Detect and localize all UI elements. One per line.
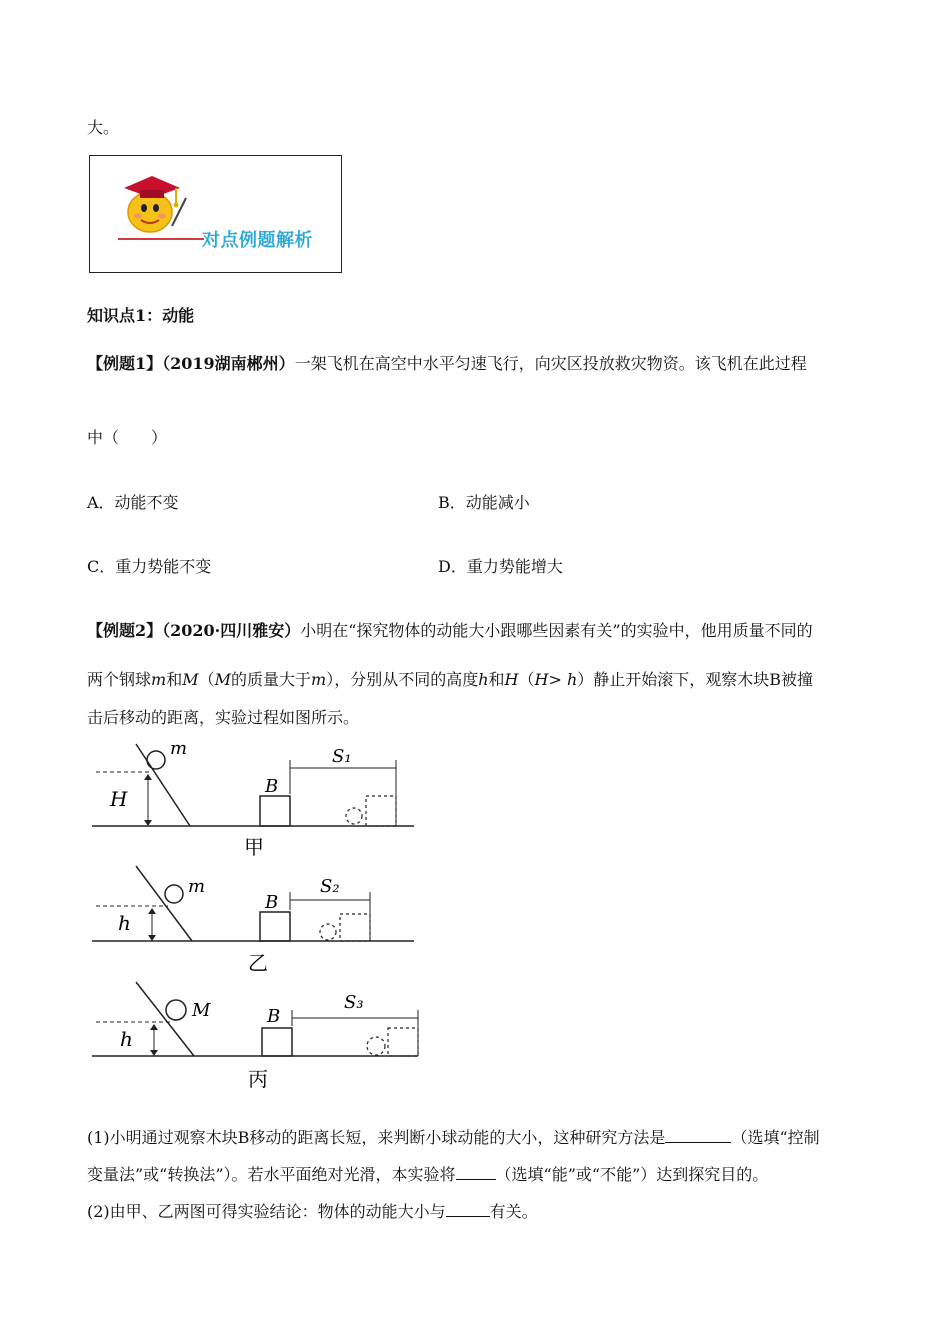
- stem-part: 和: [488, 670, 505, 689]
- panel-label-yi: 乙: [248, 951, 268, 975]
- example1-tag: 【例题1】: [87, 354, 163, 373]
- example1-option-b: B．动能减小: [438, 493, 530, 512]
- experiment-figure: [92, 734, 422, 1094]
- example2-tag: 【例题2】: [87, 621, 163, 640]
- var-m: m: [311, 670, 327, 689]
- question2-text-a: (2)由甲、乙两图可得实验结论：物体的动能大小与: [87, 1202, 446, 1221]
- stem-part: 两个钢球: [87, 670, 152, 689]
- example2-stem-line1: [87, 621, 813, 641]
- stem-part: （: [198, 670, 215, 689]
- stem-part: ），分别从不同的高度: [326, 670, 479, 689]
- question2-line: [87, 1202, 538, 1222]
- distance-label-bing: S₃: [344, 992, 364, 1013]
- stem-part: （: [518, 670, 535, 689]
- question2-text-b: 有关。: [489, 1202, 538, 1221]
- var-H: H: [504, 670, 519, 689]
- block-label-yi: B: [265, 892, 279, 913]
- stem-part: 和: [166, 670, 183, 689]
- question1-text-c: 变量法”或“转换法”）。若水平面绝对光滑，本实验将: [87, 1165, 456, 1184]
- answer-blank-2[interactable]: [456, 1165, 496, 1180]
- knowledge-point-heading: 知识点1：动能: [87, 306, 195, 325]
- var-compare: H> h: [534, 670, 578, 689]
- height-label-bing: h: [120, 1027, 133, 1051]
- ball-label-jia: m: [170, 738, 188, 759]
- ball-label-bing: M: [192, 1000, 211, 1021]
- var-M: M: [182, 670, 199, 689]
- height-label-jia: H: [110, 787, 128, 811]
- question1-line1: [87, 1128, 820, 1148]
- question1-text-d: （选填“能”或“不能”）达到探究目的。: [495, 1165, 769, 1184]
- panel-label-jia: 甲: [244, 835, 264, 859]
- var-M: M: [214, 670, 231, 689]
- example1-option-c: C．重力势能不变: [87, 557, 212, 576]
- example1-stem: [87, 354, 807, 374]
- panel-bing: [92, 982, 418, 1091]
- answer-blank-3[interactable]: [446, 1202, 490, 1217]
- banner-underline: [118, 238, 204, 240]
- top-fragment: 大。: [87, 118, 120, 137]
- example2-source: （2020·四川雅安）: [162, 621, 301, 640]
- stem-part: ）静止开始滚下，观察木块B被撞: [577, 670, 814, 689]
- var-m: m: [151, 670, 167, 689]
- question1-text-a: (1)小明通过观察木块B移动的距离长短，来判断小球动能的大小，这种研究方法是: [87, 1128, 666, 1147]
- section-banner: [89, 155, 342, 273]
- var-h: h: [478, 670, 489, 689]
- panel-jia: [92, 738, 414, 859]
- example1-option-d: D．重力势能增大: [438, 557, 563, 576]
- ball-label-yi: m: [188, 876, 206, 897]
- example1-stem-cont: 中（ ）: [87, 428, 168, 447]
- stem-part: 的质量大于: [231, 670, 312, 689]
- example2-stem-line3: 击后移动的距离，实验过程如图所示。: [87, 708, 360, 727]
- block-label-bing: B: [267, 1006, 281, 1027]
- example2-stem-line2: [87, 670, 813, 690]
- distance-label-yi: S₂: [320, 876, 340, 897]
- example2-stem-text1: 小明在“探究物体的动能大小跟哪些因素有关”的实验中，他用质量不同的: [300, 621, 813, 640]
- banner-title: 对点例题解析: [202, 230, 313, 251]
- block-label-jia: B: [265, 776, 279, 797]
- panel-yi: [92, 866, 414, 975]
- distance-label-jia: S₁: [332, 746, 352, 767]
- answer-blank-1[interactable]: [665, 1128, 731, 1143]
- example1-source: （2019湖南郴州）: [162, 354, 295, 373]
- graduate-mascot-icon: [114, 168, 194, 236]
- question1-line2: [87, 1165, 768, 1185]
- panel-label-bing: 丙: [248, 1067, 268, 1091]
- example1-stem-text: 一架飞机在高空中水平匀速飞行，向灾区投放救灾物资。该飞机在此过程: [294, 354, 807, 373]
- question1-text-b: （选填“控制: [731, 1128, 820, 1147]
- example1-option-a: A．动能不变: [87, 493, 179, 512]
- height-label-yi: h: [118, 911, 131, 935]
